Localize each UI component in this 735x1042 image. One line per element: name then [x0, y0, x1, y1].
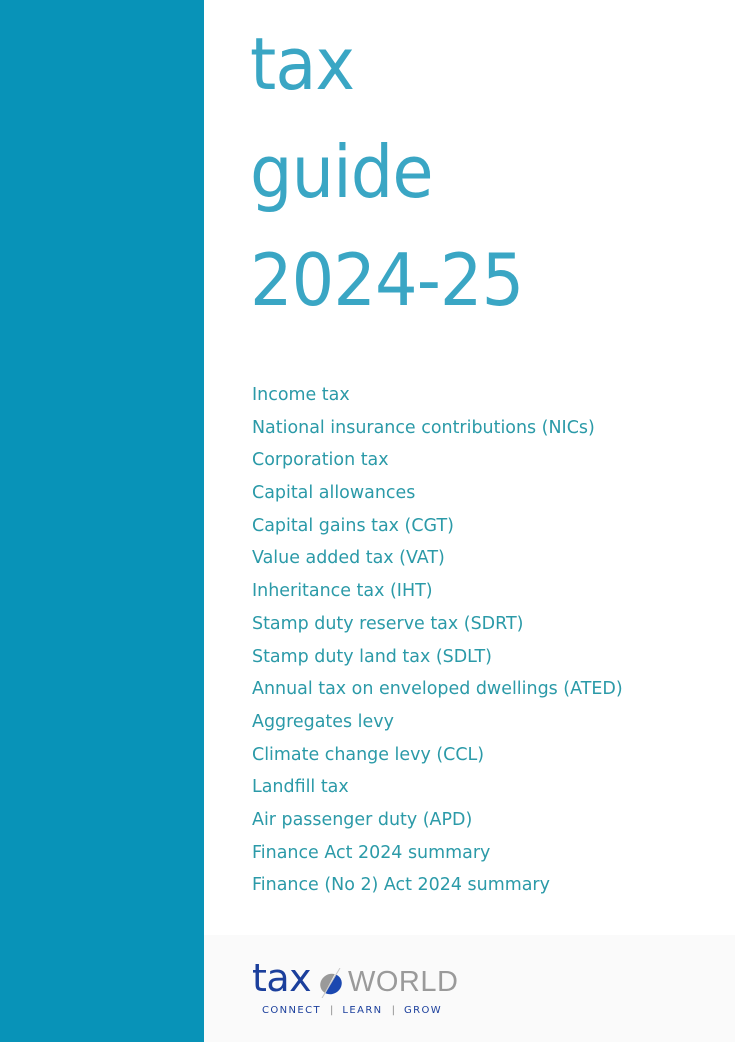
contents-item-corporation-tax: Corporation tax — [252, 449, 389, 471]
contents-item-iht: Inheritance tax (IHT) — [252, 580, 433, 602]
globe-slash-icon — [316, 968, 346, 998]
contents-item-sdlt: Stamp duty land tax (SDLT) — [252, 645, 492, 667]
tagline-connect: CONNECT — [262, 1005, 322, 1016]
logo-tax-text: tax — [252, 956, 312, 1000]
contents-item-aggregates-levy: Aggregates levy — [252, 710, 394, 732]
contents-item-cgt: Capital gains tax (CGT) — [252, 514, 454, 536]
logo-world-text: WORLD — [348, 966, 459, 998]
contents-item-apd: Air passenger duty (APD) — [252, 808, 473, 830]
contents-item-capital-allowances: Capital allowances — [252, 482, 416, 504]
contents-item-finance-no2-act: Finance (No 2) Act 2024 summary — [252, 874, 550, 896]
title-line-tax: tax — [250, 22, 355, 106]
contents-item-finance-act: Finance Act 2024 summary — [252, 841, 491, 863]
contents-item-income-tax: Income tax — [252, 384, 350, 405]
tagline-separator: | — [330, 1005, 334, 1016]
tagline-learn: LEARN — [342, 1005, 383, 1016]
contents-item-landfill-tax: Landfill tax — [252, 776, 349, 798]
tagline-grow: GROW — [403, 1005, 443, 1016]
side-color-bar — [0, 0, 204, 1042]
contents-item-ccl: Climate change levy (CCL) — [252, 743, 485, 765]
contents-item-vat: Value added tax (VAT) — [252, 547, 445, 569]
contents-item-sdrt: Stamp duty reserve tax (SDRT) — [252, 612, 524, 634]
title-line-guide: guide — [250, 130, 433, 214]
cover-title — [250, 10, 544, 334]
logo-tagline — [262, 1004, 442, 1018]
contents-item-ated: Annual tax on enveloped dwellings (ATED) — [252, 678, 623, 700]
tagline-separator: | — [391, 1005, 395, 1016]
contents-list — [252, 379, 634, 902]
title-line-year: 2024-25 — [250, 238, 524, 322]
contents-item-nics: National insurance contributions (NICs) — [252, 416, 595, 438]
taxworld-logo — [252, 956, 462, 1022]
